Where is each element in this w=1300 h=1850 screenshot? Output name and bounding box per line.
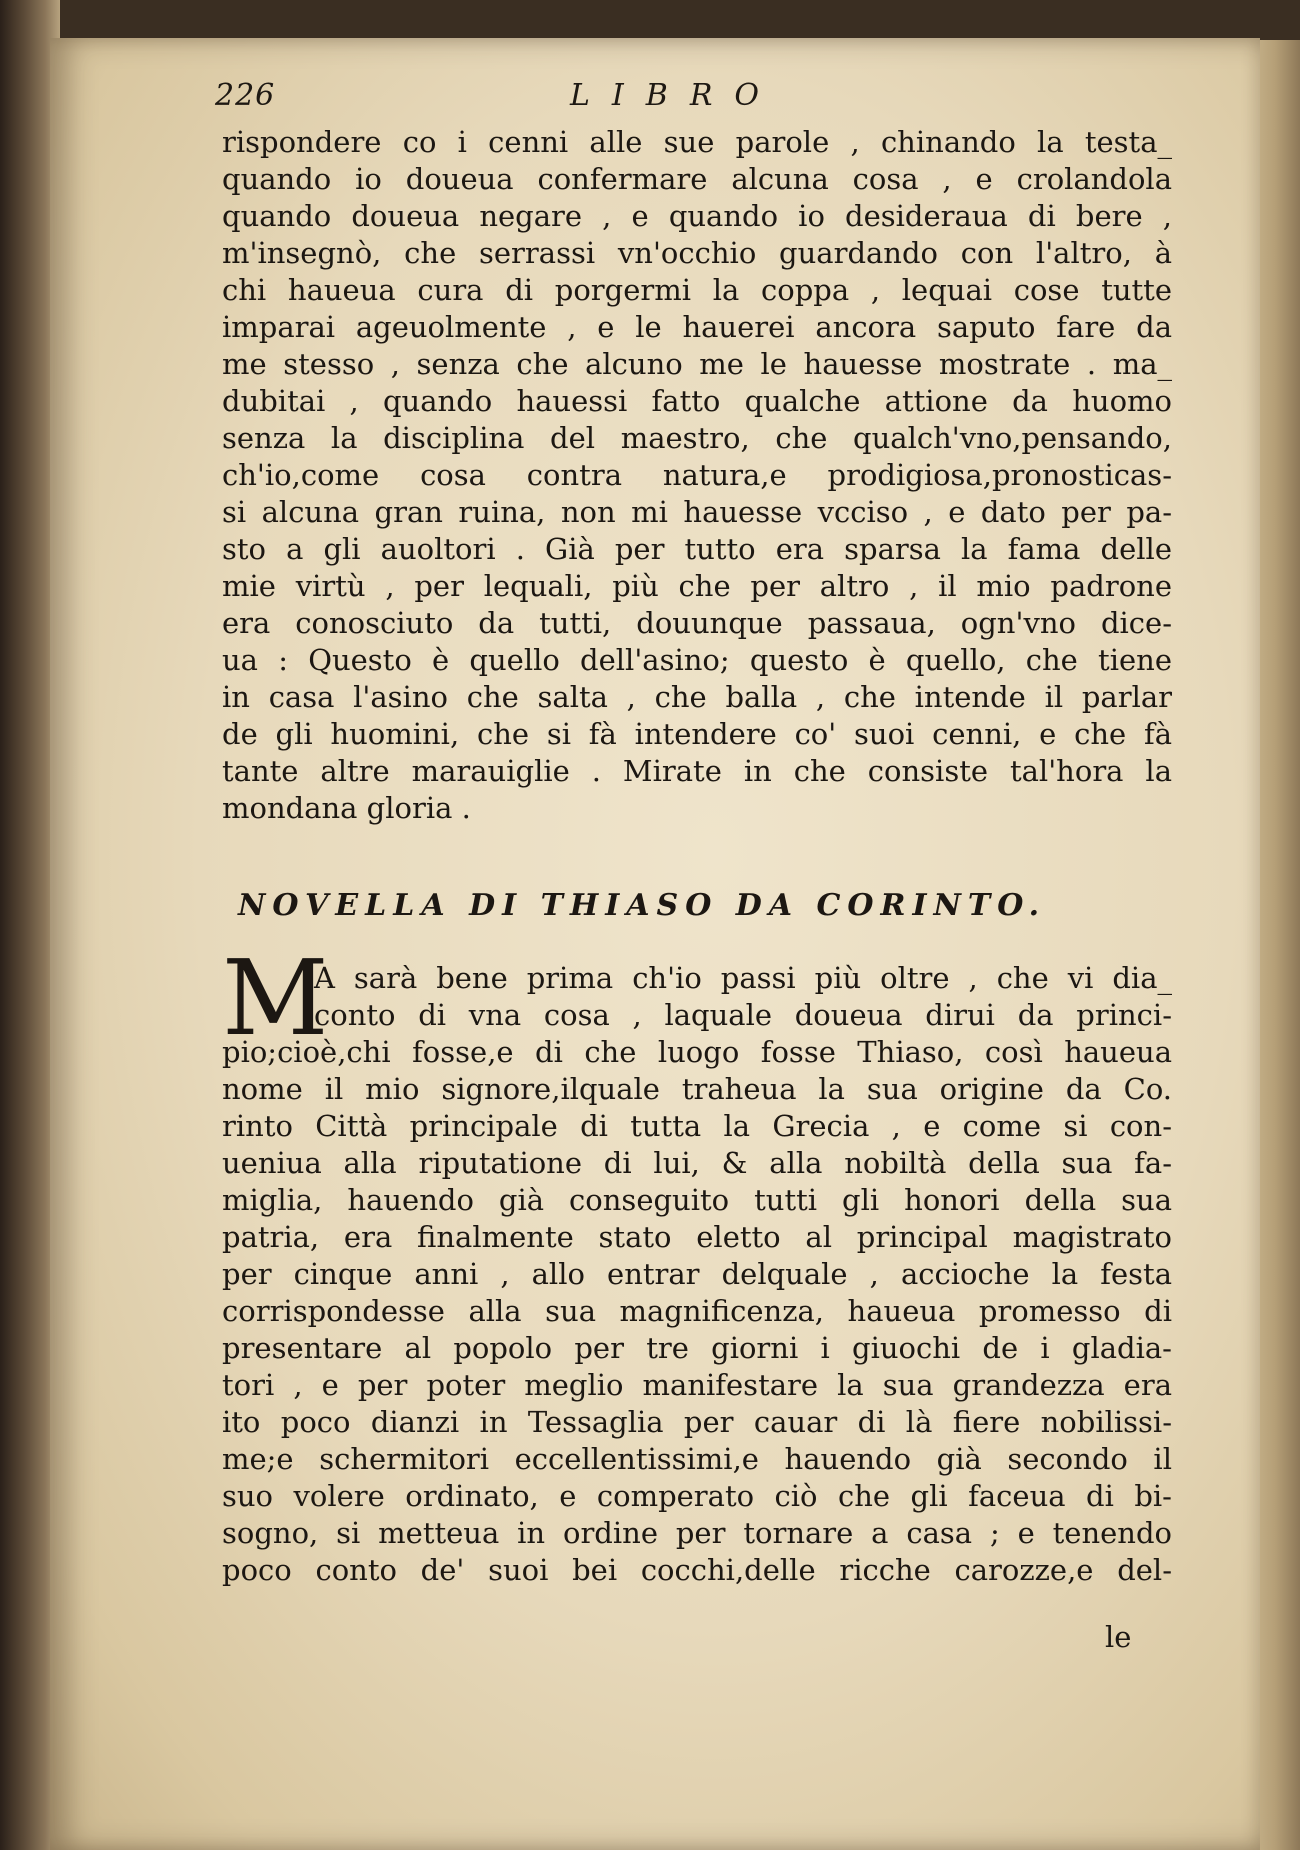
text-line: rispondere co i cenni alle sue parole , chinando la testa_ bbox=[222, 125, 1172, 159]
text-line: chi haueua cura di porgermi la coppa , lequai cose tutte bbox=[222, 273, 1172, 307]
text-line: miglia, hauendo già conseguito tutti gli honori della sua bbox=[222, 1183, 1172, 1217]
text-line: ito poco dianzi in Tessaglia per cauar di là fiere nobilissi- bbox=[222, 1405, 1172, 1439]
text-line: si alcuna gran ruina, non mi hauesse vcciso , e dato per pa- bbox=[222, 495, 1172, 529]
text-line: ua : Questo è quello dell'asino; questo è quello, che tiene bbox=[222, 643, 1172, 677]
text-line: me;e schermitori eccellentissimi,e hauendo già secondo il bbox=[222, 1442, 1172, 1476]
text-line: A sarà bene prima ch'io passi più oltre , che vi dia_ bbox=[314, 961, 1172, 995]
text-line: nome il mio signore,ilquale traheua la sua origine da Co. bbox=[222, 1072, 1172, 1106]
text-line: per cinque anni , allo entrar delquale , accioche la festa bbox=[222, 1257, 1172, 1291]
text-line: de gli huomini, che si fà intendere co' suoi cenni, e che fà bbox=[222, 717, 1172, 751]
running-head: LIBRO bbox=[570, 78, 782, 113]
text-line: ueniua alla riputatione di lui, & alla nobiltà della sua fa- bbox=[222, 1146, 1172, 1180]
text-line: rinto Città principale di tutta la Grecia , e come si con- bbox=[222, 1109, 1172, 1143]
text-line: conto di vna cosa , laquale doueua dirui da princi- bbox=[314, 998, 1172, 1032]
text-line: era conosciuto da tutti, douunque passaua, ogn'vno dice- bbox=[222, 606, 1172, 640]
text-line: sogno, si metteua in ordine per tornare a casa ; e tenendo bbox=[222, 1516, 1172, 1550]
text-line: imparai ageuolmente , e le hauerei ancora saputo fare da bbox=[222, 310, 1172, 344]
page-number: 226 bbox=[215, 78, 276, 113]
text-line: suo volere ordinato, e comperato ciò che gli faceua di bi- bbox=[222, 1479, 1172, 1513]
text-line: sto a gli auoltori . Già per tutto era sparsa la fama delle bbox=[222, 532, 1172, 566]
text-line: m'insegnò, che serrassi vn'occhio guardando con l'altro, à bbox=[222, 236, 1172, 270]
catchword: le bbox=[1105, 1620, 1132, 1654]
section-title: NOVELLA DI THIASO DA CORINTO. bbox=[238, 888, 1047, 923]
text-line: quando doueua negare , e quando io desideraua di bere , bbox=[222, 199, 1172, 233]
text-line: poco conto de' suoi bei cocchi,delle ricche carozze,e del- bbox=[222, 1553, 1172, 1587]
text-line: mie virtù , per lequali, più che per altro , il mio padrone bbox=[222, 569, 1172, 603]
drop-cap: M bbox=[222, 937, 329, 1059]
novella-text bbox=[222, 937, 1172, 1589]
text-line: tori , e per poter meglio manifestare la sua grandezza era bbox=[222, 1368, 1172, 1402]
text-line: tante altre marauiglie . Mirate in che consiste tal'hora la bbox=[222, 754, 1172, 788]
body-text bbox=[222, 124, 1172, 827]
text-line: me stesso , senza che alcuno me le hauesse mostrate . ma_ bbox=[222, 347, 1172, 381]
text-line: in casa l'asino che salta , che balla , che intende il parlar bbox=[222, 680, 1172, 714]
text-line: presentare al popolo per tre giorni i giuochi de i gladia- bbox=[222, 1331, 1172, 1365]
text-line: dubitai , quando hauessi fatto qualche attione da huomo bbox=[222, 384, 1172, 418]
page-header bbox=[215, 78, 1115, 122]
text-line: quando io doueua confermare alcuna cosa , e crolandola bbox=[222, 162, 1172, 196]
text-line: mondana gloria . bbox=[222, 791, 471, 825]
text-line: pio;cioè,chi fosse,e di che luogo fosse Thiaso, così haueua bbox=[222, 1035, 1172, 1069]
text-line: patria, era finalmente stato eletto al principal magistrato bbox=[222, 1220, 1172, 1254]
text-line: senza la disciplina del maestro, che qualch'vno,pensando, bbox=[222, 421, 1172, 455]
text-line: corrispondesse alla sua magnificenza, haueua promesso di bbox=[222, 1294, 1172, 1328]
text-line: ch'io,come cosa contra natura,e prodigiosa,pronosticas- bbox=[222, 458, 1172, 492]
